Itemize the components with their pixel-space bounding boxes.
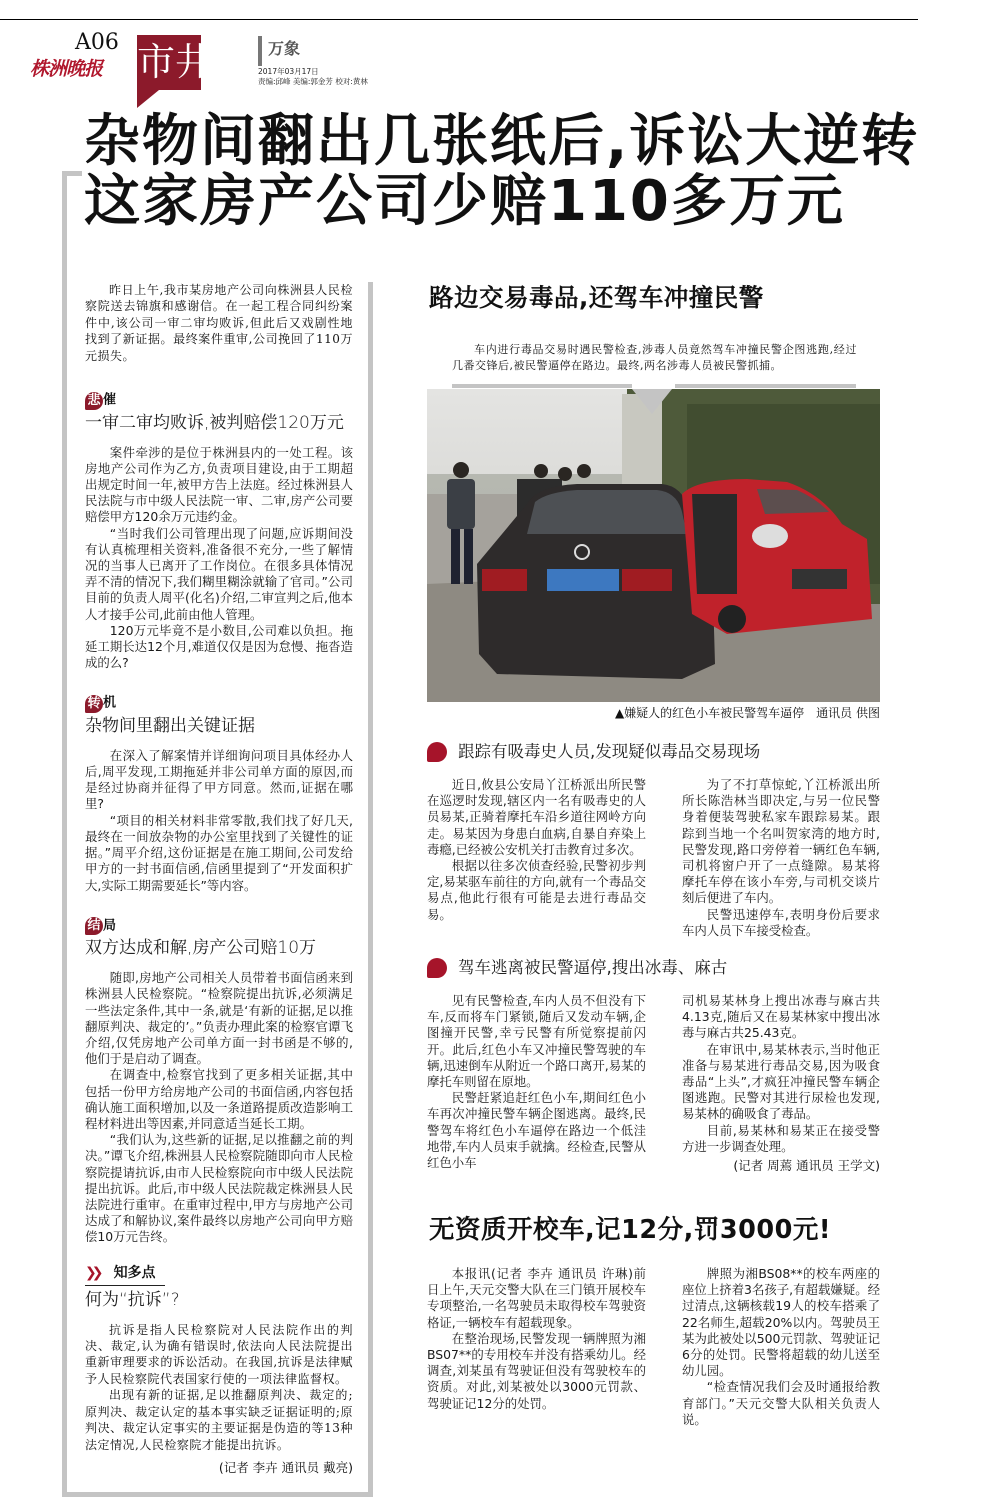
issue-date: 2017年03月17日 (258, 67, 319, 76)
section-badge-1: 悲 (85, 392, 103, 410)
double-chevron-icon: ❯❯ (85, 1264, 99, 1281)
staff-credits: 责编:邱峰 美编:郭金芳 校对:黄林 (258, 77, 368, 86)
paragraph: 本报讯(记者 李卉 通讯员 许琳)前日上午,天元交警大队在三门镇开展校车专项整治,一名驾驶员未取得校车驾驶资格证,一辆校车有超载现象。 (427, 1266, 646, 1330)
news-photo (427, 388, 880, 702)
paragraph: 随即,房地产公司相关人员带着书面信函来到株洲县人民检察院。“检察院提出抗诉,必须满足一些法定条件,其中一条,就是‘有新的证据,足以推翻原判决、裁定的’。”负责办理此案的检察官谭飞介绍,仅凭房地产公司单方面一封书函是不够的,他们于是启动了调查。 (85, 970, 353, 1067)
paragraph: 在整治现场,民警发现一辆牌照为湘BS07**的专用校车并没有搭乘幼儿。经调查,刘某虽有驾驶证但没有驾驶校车的资质。对此,刘某被处以3000元罚款、驾驶证记12分的处罚。 (427, 1330, 646, 1411)
drug-sub1-header (427, 741, 880, 763)
paragraph: 案件牵涉的是位于株洲县内的一处工程。该房地产公司作为乙方,负责项目建设,由于工期超出规定时间一年,被甲方告上法庭。经过株洲县人民法院与市中级人民法院一审、二审,房产公司要赔偿甲方120余万元违约金。 (85, 444, 353, 525)
drug-sub2-col2 (682, 993, 880, 1155)
paragraph: 根据以往多次侦查经验,民警初步判定,易某驱车前往的方向,就有一个毒品交易点,他此行很有可能是去进行毒品交易。 (427, 858, 646, 922)
section-body-3 (85, 970, 353, 1245)
paragraph: 抗诉是指人民检察院对人民法院作出的判决、裁定,认为确有错误时,依法向人民法院提出重新审理要求的诉讼活动。在我国,抗诉是法律赋予人民检察院代表国家行使的一项法律监督权。 (85, 1322, 353, 1386)
red-dot-icon (427, 958, 447, 978)
drug-sub2-columns (427, 993, 880, 1174)
section-body-1 (85, 445, 353, 672)
paragraph: “检查情况我们会及时通报给教育部门。”天元交警大队相关负责人说。 (682, 1379, 880, 1427)
section-heading-2: 杂物间里翻出关键证据 (85, 715, 255, 736)
section-body-2 (85, 748, 353, 894)
main-lead: 昨日上午,我市某房地产公司向株洲县人民检察院送去锦旗和感谢信。在一起工程合同纠纷案件中,该公司一审二审均败诉,但此后又戏剧性地找到了新证据。最终案件重审,公司挽回了110万元损失。 (85, 283, 353, 363)
subsection-name: 万象 (268, 39, 301, 58)
drug-sub2-header (427, 957, 880, 979)
paragraph: 120万元毕竟不是小数目,公司难以负担。拖延工期长达12个月,难道仅仅是因为怠慢、拖沓造成的么? (85, 622, 353, 671)
paragraph: 出现有新的证据,足以推翻原判决、裁定的;原判决、裁定认定的基本事实缺乏证据证明的;原判决、裁定认定事实的主要证据是伪造的等13种法定情况,人民检察院才能提出抗诉。 (85, 1388, 353, 1452)
school-bus-col1 (427, 1266, 646, 1412)
school-bus-headline: 无资质开校车,记12分,罚3000元! (429, 1215, 831, 1246)
section-label-3 (85, 916, 353, 937)
main-headline-line1: 杂物间翻出几张纸后,诉讼大逆转 (84, 109, 920, 174)
sidebar-heading: 何为“抗诉”? (85, 1289, 180, 1310)
section-label-rest: 催 (103, 392, 117, 408)
main-headline-line2: 这家房产公司少赔110多万元 (84, 169, 845, 234)
top-rule (0, 19, 918, 20)
paragraph: 牌照为湘BS08**的校车两座的座位上挤着3名孩子,有超载嫌疑。经过清点,这辆核载19人的校车搭乘了22名师生,超载20%以内。驾驶员王某为此被处以500元罚款、驾驶证记6分的处罚。民警将超载的幼儿送至幼儿园。 (682, 1266, 880, 1379)
red-dot-icon (427, 742, 447, 762)
drug-sub1-heading: 跟踪有吸毒史人员,发现疑似毒品交易现场 (458, 742, 761, 761)
sidebar-label (85, 1262, 165, 1286)
photo-caption: ▲嫌疑人的红色小车被民警驾车逼停 通讯员 供图 (614, 706, 880, 720)
paragraph: “项目的相关材料非常零散,我们找了好几天,最终在一间放杂物的办公室里找到了关键性的证据。”周平介绍,这份证据是在施工期间,公司发给甲方的一封书面信函,信函里提到了“开发面积扩大,实际工期需要延长”等内容。 (85, 812, 353, 893)
school-bus-columns (427, 1266, 880, 1428)
sidebar-label-text: 知多点 (113, 1264, 156, 1281)
paragraph: 见有民警检查,车内人员不但没有下车,反而将车门紧锁,随后又发动车辆,企图撞开民警,幸亏民警有所觉察提前闪开。此后,红色小车又冲撞民警驾驶的车辆,迅速倒车从附近一个路口离开,易某的摩托车则留在原地。 (427, 993, 646, 1090)
drug-sub2-col1 (427, 993, 646, 1171)
right-column (427, 282, 880, 1428)
paragraph: 在审讯中,易某林表示,当时他正准备与易某进行毒品交易,因为吸食毒品“上头”,才疯狂冲撞民警车辆企图逃跑。民警对其进行尿检也发现,易某林的确吸食了毒品。 (682, 1041, 880, 1122)
drug-sub1-col1 (427, 777, 646, 923)
paper-logo: 株洲晚报 (30, 58, 103, 80)
paragraph: 为了不打草惊蛇,丫江桥派出所所长陈浩林当即决定,与另一位民警身着便装驾驶私家车跟踪易某。跟踪到当地一个名叫贺家湾的地方时,民警发现,路口旁停着一辆红色车辆,司机将窗户开了一点缝隙。易某将摩托车停在该小车旁,与司机交谈片刻后便进了车内。 (682, 777, 880, 906)
frame-left-top (62, 171, 67, 236)
main-article-column (67, 282, 373, 1492)
paragraph: 司机易某林身上搜出冰毒与麻古共4.13克,随后又在易某林家中搜出冰毒与麻古共25.43克。 (682, 993, 880, 1041)
main-article-frame (62, 236, 373, 1497)
section-label-1 (85, 390, 353, 411)
paragraph: 民警赶紧追赶红色小车,期间红色小车再次冲撞民警车辆企图逃离。最终,民警驾车将红色小车逼停在路边一个低洼地带,车内人员束手就擒。经检查,民警从红色小车 (427, 1090, 646, 1171)
school-bus-col2 (682, 1266, 880, 1428)
paragraph: 在深入了解案情并详细询问项目具体经办人后,周平发现,工期拖延并非公司单方面的原因,而是经过协商并征得了甲方同意。然而,证据在哪里? (85, 747, 353, 812)
section-badge (137, 35, 214, 90)
section-label-2 (85, 693, 353, 714)
drug-intro: 车内进行毒品交易时遇民警检查,涉毒人员竟然驾车冲撞民警企图逃跑,经过几番交锋后,被民警逼停在路边。最终,两名涉毒人员被民警抓捕。 (452, 343, 857, 372)
drug-sub1-col2 (682, 777, 880, 939)
section-heading-1: 一审二审均败诉,被判赔偿120万元 (85, 412, 344, 433)
page-number: A06 (75, 30, 119, 55)
drug-sub2-col2-wrap (682, 993, 880, 1174)
paragraph: “当时我们公司管理出现了问题,应诉期间没有认真梳理相关资料,准备很不充分,一些了解情况的当事人已离开了工作岗位。在很多具体情况弄不清的情况下,我们糊里糊涂就输了官司。”公司目前的负责人周平(化名)介绍,二审宣判之后,他本人才接手公司,此前由他人管理。 (85, 525, 353, 622)
paragraph: 目前,易某林和易某正在接受警方进一步调查处理。 (682, 1122, 880, 1154)
section-name: 市井 (137, 40, 214, 84)
drug-sub2-heading: 驾车逃离被民警逼停,搜出冰毒、麻古 (458, 958, 728, 978)
photo-frame-top-right (675, 384, 856, 388)
sidebar-byline: (记者 李卉 通讯员 戴亮) (218, 1459, 353, 1475)
section-label-rest: 机 (103, 695, 117, 711)
section-label-rest: 局 (103, 918, 117, 934)
drug-byline: (记者 周蔫 通讯员 王学文) (733, 1158, 880, 1174)
paragraph: 在调查中,检察官找到了更多相关证据,其中包括一份甲方给房地产公司的书面信函,内容包括确认施工面积增加,以及一条道路提质改造影响工程材料进出等因素,并同意适当延长工期。 (85, 1067, 353, 1132)
paragraph: 近日,攸县公安局丫江桥派出所民警在巡逻时发现,辖区内一名有吸毒史的人员易某,正骑着摩托车沿乡道往网岭方向走。易某因为身患白血病,自暴自弃染上毒瘾,已经被公安机关打击教育过多次。 (427, 777, 646, 857)
paragraph: “我们认为,这些新的证据,足以推翻之前的判决。”谭飞介绍,株洲县人民检察院随即向市人民检察院提请抗诉,由市人民检察院向市中级人民法院提出抗诉。此后,市中级人民法院裁定株洲县人民法院进行重审。在重审过程中,甲方与房地产公司达成了和解协议,案件最终以房地产公司向甲方赔偿10万元告终。 (85, 1132, 353, 1245)
photo-frame-top (427, 384, 880, 388)
section-badge-tail (137, 90, 159, 108)
drug-sub1-columns (427, 777, 880, 939)
photo-frame-top-left (452, 384, 632, 388)
section-badge-3: 结 (85, 917, 103, 935)
main-headline (84, 109, 920, 234)
drug-headline: 路边交易毒品,还驾车冲撞民警 (429, 283, 764, 312)
sidebar-body (85, 1322, 353, 1453)
paragraph: 民警迅速停车,表明身份后要求车内人员下车接受检查。 (682, 906, 880, 938)
frame-top (62, 171, 82, 176)
section-heading-3: 双方达成和解,房产公司赔10万 (85, 938, 317, 959)
subsection-bar (258, 36, 262, 66)
section-badge-2: 转 (85, 695, 103, 713)
